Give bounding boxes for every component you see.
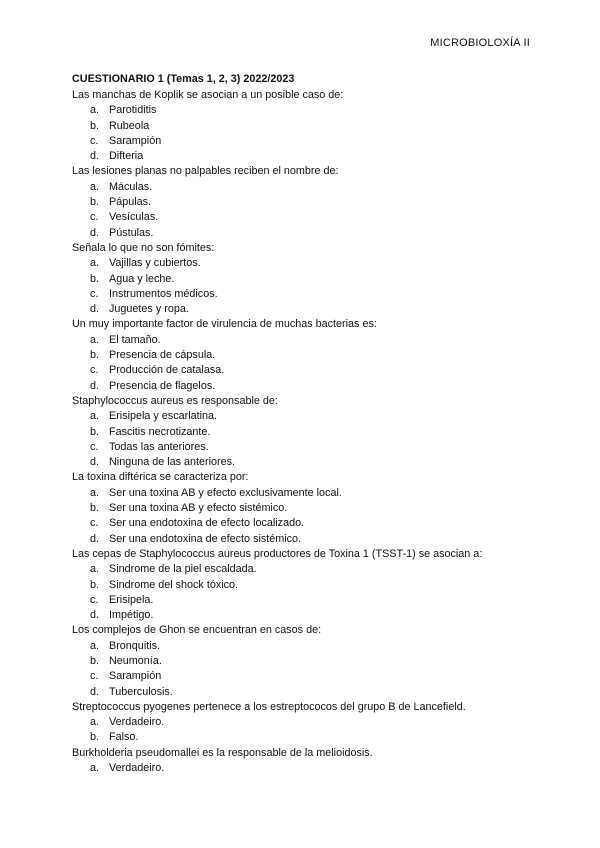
option-text: Ninguna de las anteriores.	[109, 456, 236, 469]
option-letter: d.	[90, 379, 100, 392]
answer-option	[72, 149, 542, 164]
question-text: Burkholderia pseudomallei es la responsable de la melioidosis.	[72, 746, 373, 759]
question-block	[72, 746, 542, 777]
question-block	[72, 623, 542, 699]
option-text: Sindrome de la piel escaldada.	[109, 563, 257, 576]
question-block	[72, 470, 542, 546]
question-block	[72, 547, 542, 623]
document-title: CUESTIONARIO 1 (Temas 1, 2, 3) 2022/2023	[72, 73, 295, 85]
option-text: Impétigo.	[109, 609, 154, 622]
option-text: Erisipela y escarlatina.	[109, 410, 218, 423]
option-text: Juguetes y ropa.	[109, 303, 189, 316]
option-letter: a.	[90, 104, 100, 117]
question-block	[72, 164, 542, 240]
option-text: Erisipela.	[109, 593, 154, 606]
option-text: Presencia de flagelos.	[109, 379, 216, 392]
answer-options	[72, 486, 542, 547]
option-letter: a.	[90, 180, 100, 193]
option-letter: d.	[90, 456, 100, 469]
option-letter: b.	[90, 731, 100, 744]
question-text: Staphylococcus aureus es responsable de:	[72, 394, 278, 407]
option-letter: a.	[90, 639, 100, 652]
answer-options	[72, 715, 542, 746]
answer-options	[72, 761, 542, 776]
answer-option	[72, 302, 542, 317]
answer-option	[72, 134, 542, 149]
option-text: Tuberculosis.	[109, 685, 173, 698]
option-letter: a.	[90, 762, 100, 775]
option-letter: d.	[90, 685, 100, 698]
answer-option	[72, 180, 542, 195]
option-text: Pústulas.	[109, 226, 154, 239]
option-letter: b.	[90, 196, 100, 209]
option-text: Vajillas y cubiertos.	[109, 257, 201, 270]
option-letter: a.	[90, 563, 100, 576]
option-text: Instrumentos médicos.	[109, 287, 218, 300]
option-letter: d.	[90, 532, 100, 545]
question-text: Un muy importante factor de virulencia de muchas bacterias es:	[72, 318, 377, 331]
answer-option	[72, 516, 542, 531]
answer-option	[72, 578, 542, 593]
option-text: Máculas.	[109, 180, 153, 193]
option-letter: c.	[90, 134, 99, 147]
option-letter: a.	[90, 486, 100, 499]
option-text: Vesículas.	[109, 211, 159, 224]
answer-option	[72, 103, 542, 118]
option-text: Bronquitis.	[109, 639, 161, 652]
answer-option	[72, 501, 542, 516]
question-block	[72, 700, 542, 746]
answer-options	[72, 562, 542, 623]
question-text: Las cepas de Staphylococcus aureus productores de Toxina 1 (TSST-1) se asocian a:	[72, 547, 483, 560]
option-letter: c.	[90, 517, 99, 530]
question-text: La toxina diftérica se caracteriza por:	[72, 471, 249, 484]
answer-option	[72, 593, 542, 608]
option-text: Producción de catalasa.	[109, 364, 225, 377]
answer-option	[72, 532, 542, 547]
answer-option	[72, 608, 542, 623]
answer-option	[72, 761, 542, 776]
answer-option	[72, 685, 542, 700]
answer-option	[72, 226, 542, 241]
answer-option	[72, 195, 542, 210]
option-text: Sarampión	[109, 670, 162, 683]
answer-option	[72, 669, 542, 684]
answer-options	[72, 333, 542, 394]
option-text: Neumonía.	[109, 654, 162, 667]
option-text: Verdadeiro.	[109, 716, 165, 729]
answer-option	[72, 639, 542, 654]
question-text: Las manchas de Koplik se asocian a un posible caso de:	[72, 89, 344, 101]
answer-options	[72, 639, 542, 700]
answer-option	[72, 119, 542, 134]
option-text: Todas las anteriores.	[109, 440, 209, 453]
option-text: Fascitis necrotizante.	[109, 425, 211, 438]
answer-option	[72, 715, 542, 730]
option-text: Ser una toxina AB y efecto exclusivamente local.	[109, 486, 342, 499]
answer-options	[72, 256, 542, 317]
option-letter: b.	[90, 502, 100, 515]
questionnaire	[72, 71, 542, 776]
answer-option	[72, 409, 542, 424]
question-block	[72, 88, 542, 164]
option-letter: d.	[90, 150, 100, 163]
question-text: Los complejos de Ghon se encuentran en casos de:	[72, 624, 322, 637]
answer-options	[72, 409, 542, 470]
option-letter: a.	[90, 333, 100, 346]
answer-option	[72, 272, 542, 287]
question-block	[72, 394, 542, 470]
answer-option	[72, 455, 542, 470]
answer-option	[72, 348, 542, 363]
option-letter: c.	[90, 364, 99, 377]
option-letter: b.	[90, 272, 100, 285]
answer-option	[72, 425, 542, 440]
question-block	[72, 317, 542, 393]
question-block	[72, 241, 542, 317]
course-header: MICROBIOLOXÍA II	[430, 37, 530, 49]
option-letter: b.	[90, 349, 100, 362]
answer-option	[72, 210, 542, 225]
option-text: Parotiditis	[109, 104, 157, 117]
option-letter: d.	[90, 303, 100, 316]
answer-option	[72, 256, 542, 271]
answer-option	[72, 562, 542, 577]
answer-option	[72, 730, 542, 745]
option-letter: d.	[90, 609, 100, 622]
option-text: Sarampión	[109, 134, 162, 147]
option-letter: c.	[90, 670, 99, 683]
option-text: Falso.	[109, 731, 139, 744]
option-text: Verdadeiro.	[109, 762, 165, 775]
option-text: Sindrome del shock tóxico.	[109, 578, 239, 591]
option-letter: d.	[90, 226, 100, 239]
answer-option	[72, 654, 542, 669]
option-text: Presencia de cápsula.	[109, 349, 216, 362]
option-letter: b.	[90, 119, 100, 132]
question-text: Las lesiones planas no palpables reciben el nombre de:	[72, 165, 339, 178]
answer-options	[72, 103, 542, 164]
option-text: El tamaño.	[109, 333, 161, 346]
answer-option	[72, 287, 542, 302]
option-letter: c.	[90, 593, 99, 606]
option-text: Ser una toxina AB y efecto sistémico.	[109, 502, 288, 515]
answer-options	[72, 180, 542, 241]
answer-option	[72, 333, 542, 348]
question-text: Señala lo que no son fómites:	[72, 241, 215, 254]
option-letter: c.	[90, 440, 99, 453]
option-letter: a.	[90, 410, 100, 423]
option-letter: c.	[90, 287, 99, 300]
answer-option	[72, 379, 542, 394]
option-letter: a.	[90, 716, 100, 729]
option-text: Rubeola	[109, 119, 150, 132]
option-letter: c.	[90, 211, 99, 224]
option-letter: b.	[90, 425, 100, 438]
option-letter: b.	[90, 578, 100, 591]
answer-option	[72, 440, 542, 455]
option-text: Ser una endotoxina de efecto sistémico.	[109, 532, 302, 545]
option-letter: a.	[90, 257, 100, 270]
question-list	[72, 88, 542, 776]
answer-option	[72, 486, 542, 501]
option-letter: b.	[90, 654, 100, 667]
option-text: Difteria	[109, 150, 144, 163]
question-text: Streptococcus pyogenes pertenece a los estreptococos del grupo B de Lancefield.	[72, 700, 466, 713]
answer-option	[72, 363, 542, 378]
option-text: Pápulas.	[109, 196, 152, 209]
option-text: Agua y leche.	[109, 272, 175, 285]
option-text: Ser una endotoxina de efecto localizado.	[109, 517, 305, 530]
